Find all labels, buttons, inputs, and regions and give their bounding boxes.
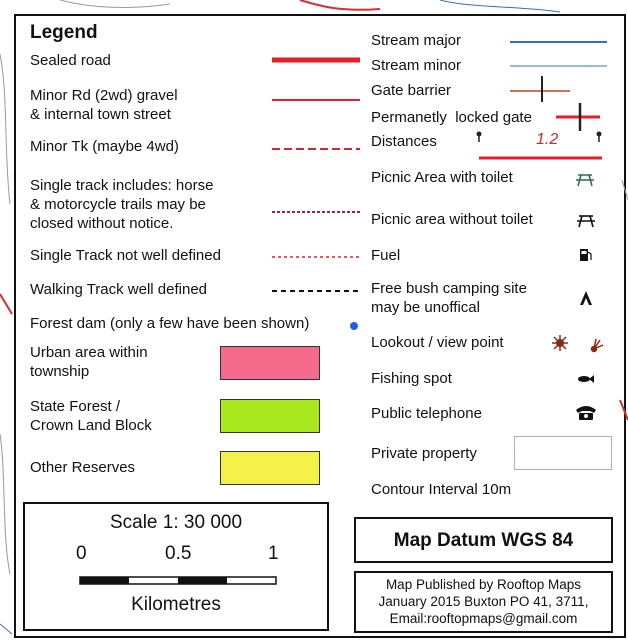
label-stream-minor: Stream minor	[371, 57, 462, 74]
label-state-forest: State Forest / Crown Land Block	[30, 398, 152, 434]
publisher-email-link[interactable]: Email:rooftopmaps@gmail.com	[389, 611, 578, 626]
label-fuel: Fuel	[371, 247, 401, 264]
label-distances: Distances	[371, 133, 437, 150]
scale-tick-0: 0	[76, 543, 87, 564]
label-private-property: Private property	[371, 445, 477, 462]
label-urban-area: Urban area within township	[30, 344, 148, 380]
label-other-reserves: Other Reserves	[30, 459, 136, 476]
datum-text: Map Datum WGS 84	[393, 530, 574, 551]
label-single-track: Single track includes: horse & motorcycle trails may be closed without notice.	[30, 177, 214, 232]
label-walking-track: Walking Track well defined	[30, 281, 208, 298]
scale-tick-half: 0.5	[165, 543, 192, 564]
label-lookout: Lookout / view point	[371, 334, 504, 351]
legend-title: Legend	[30, 22, 98, 43]
label-bush-camping: Free bush camping site may be unoffical	[371, 280, 527, 316]
label-contour: Contour Interval 10m	[371, 481, 512, 498]
label-forest-dam: Forest dam (only a few have been shown)	[30, 315, 310, 332]
map-edge-right	[620, 0, 628, 643]
label-stream-major: Stream major	[371, 32, 462, 49]
label-fishing: Fishing spot	[371, 370, 452, 387]
publisher-line-2: January 2015 Buxton PO 41, 3711,	[378, 594, 589, 609]
label-minor-rd: Minor Rd (2wd) gravel & internal town street	[30, 87, 178, 123]
scale-tick-1: 1	[268, 543, 279, 564]
scale-unit: Kilometres	[131, 594, 221, 615]
label-sealed-road: Sealed road	[30, 52, 111, 69]
label-minor-tk: Minor Tk (maybe 4wd)	[30, 138, 179, 155]
scale-title: Scale 1: 30 000	[109, 512, 243, 533]
distance-value: 1.2	[536, 131, 559, 148]
label-telephone: Public telephone	[371, 405, 482, 422]
publisher-line-1: Map Published by Rooftop Maps	[385, 577, 582, 592]
label-locked-gate: Permanetly locked gate	[371, 109, 532, 126]
label-picnic-no-toilet: Picnic area without toilet	[371, 211, 533, 228]
label-picnic-toilet: Picnic Area with toilet	[371, 169, 513, 186]
label-gate-barrier: Gate barrier	[371, 82, 452, 99]
label-single-track-nwd: Single Track not well defined	[30, 247, 221, 264]
